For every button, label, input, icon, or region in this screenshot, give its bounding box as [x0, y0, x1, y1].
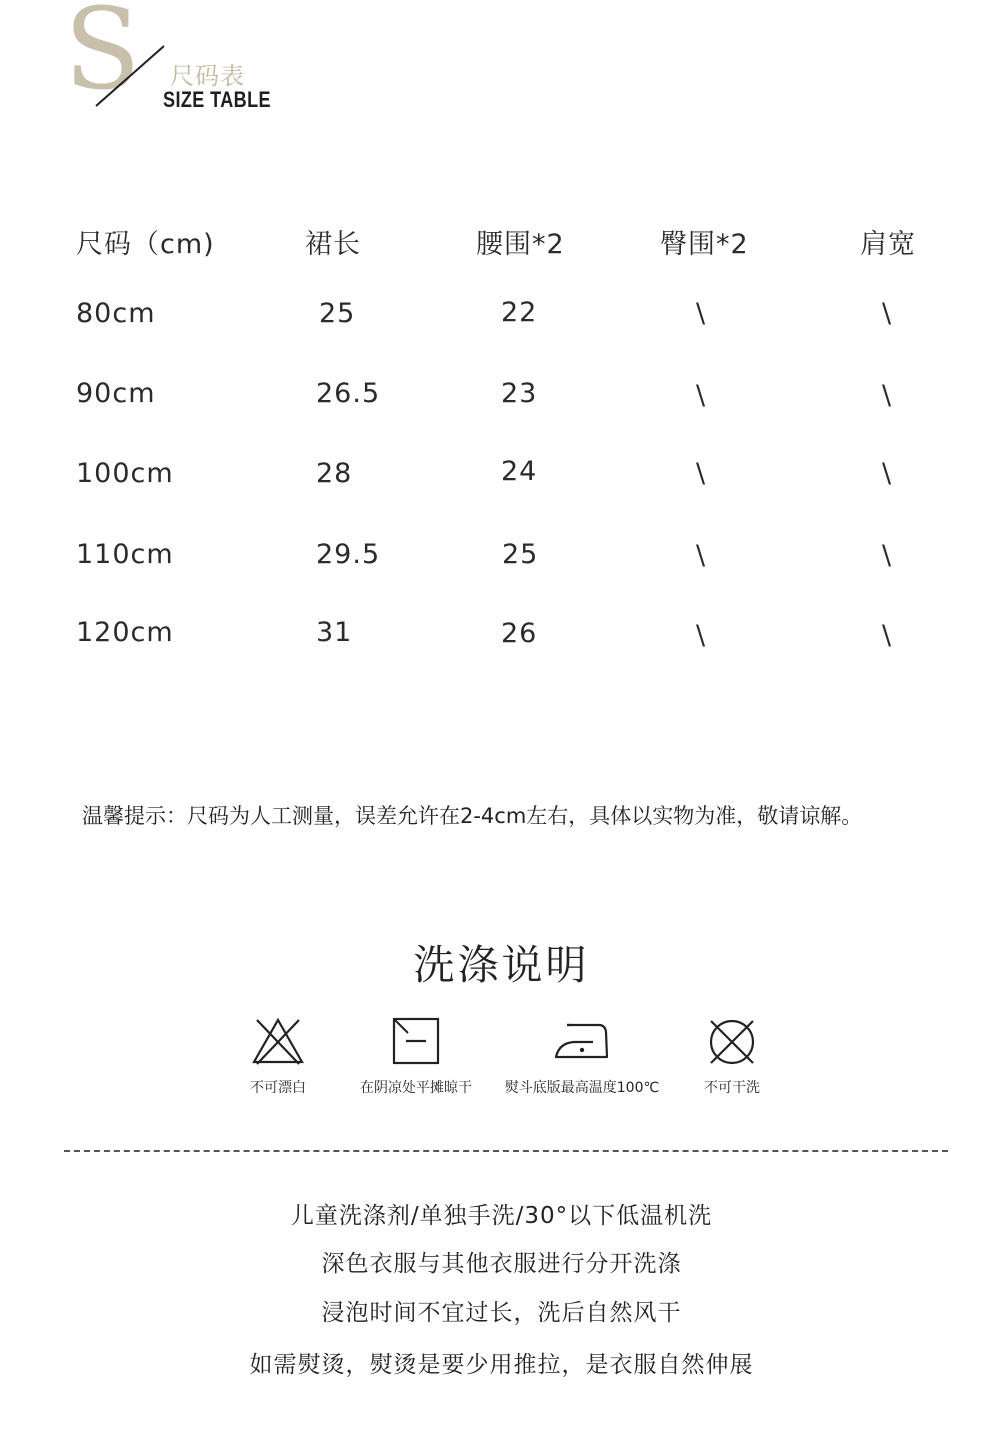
table-cell-waist: 24	[501, 456, 538, 487]
logo-slash-decoration	[92, 44, 172, 110]
table-cell-hip: \	[696, 540, 707, 571]
no-dry-clean-icon	[706, 1016, 758, 1068]
size-table-title-cn: 尺码表	[170, 62, 245, 90]
table-cell-size: 100cm	[76, 458, 174, 489]
measurement-tip: 温馨提示：尺码为人工测量，误差允许在2-4cm左右，具体以实物为准，敬请谅解。	[82, 804, 863, 828]
no-bleach-icon	[251, 1016, 305, 1066]
washing-instruction-line: 如需熨烫，熨烫是要少用推拉，是衣服自然伸展	[249, 1352, 754, 1378]
table-cell-shoulder: \	[882, 380, 893, 411]
no-bleach-label: 不可漂白	[250, 1080, 306, 1096]
table-cell-waist: 25	[502, 539, 539, 570]
table-cell-skirt-length: 28	[316, 458, 353, 489]
dry-flat-shade-label: 在阴凉处平摊晾干	[360, 1080, 472, 1096]
dry-flat-shade-icon	[391, 1016, 443, 1066]
table-cell-hip: \	[696, 380, 707, 411]
table-cell-waist: 23	[501, 378, 538, 409]
dashed-divider	[64, 1150, 948, 1152]
table-cell-waist: 22	[501, 297, 538, 328]
table-cell-size: 90cm	[76, 378, 156, 409]
washing-instruction-line: 儿童洗涤剂/单独手洗/30°以下低温机洗	[290, 1203, 713, 1229]
column-header-size: 尺码（cm)	[76, 229, 215, 260]
table-cell-waist: 26	[501, 618, 538, 649]
table-cell-shoulder: \	[882, 458, 893, 489]
size-table-title-en: SIZE TABLE	[163, 87, 272, 112]
table-cell-hip: \	[696, 620, 707, 651]
column-header-waist: 腰围*2	[476, 229, 565, 260]
washing-instruction-line: 浸泡时间不宜过长，洗后自然风干	[321, 1300, 682, 1326]
table-cell-shoulder: \	[882, 620, 893, 651]
washing-instruction-line: 深色衣服与其他衣服进行分开洗涤	[321, 1251, 682, 1277]
table-cell-hip: \	[696, 458, 707, 489]
table-cell-hip: \	[696, 298, 707, 329]
washing-title: 洗涤说明	[413, 941, 590, 989]
table-cell-size: 120cm	[76, 617, 174, 648]
table-cell-size: 110cm	[76, 539, 174, 570]
iron-label: 熨斗底版最高温度100℃	[504, 1080, 660, 1096]
no-dry-clean-label: 不可干洗	[704, 1080, 760, 1096]
logo-letter: S	[64, 0, 141, 115]
table-cell-skirt-length: 29.5	[316, 539, 381, 570]
iron-icon	[553, 1020, 611, 1062]
column-header-hip: 臀围*2	[660, 229, 749, 260]
table-cell-size: 80cm	[76, 298, 156, 329]
table-cell-skirt-length: 26.5	[316, 378, 381, 409]
column-header-skirt-length: 裙长	[305, 229, 361, 260]
table-cell-skirt-length: 31	[316, 617, 353, 648]
table-cell-shoulder: \	[882, 298, 893, 329]
table-cell-skirt-length: 25	[319, 298, 356, 329]
table-cell-shoulder: \	[882, 540, 893, 571]
column-header-shoulder: 肩宽	[860, 229, 916, 260]
